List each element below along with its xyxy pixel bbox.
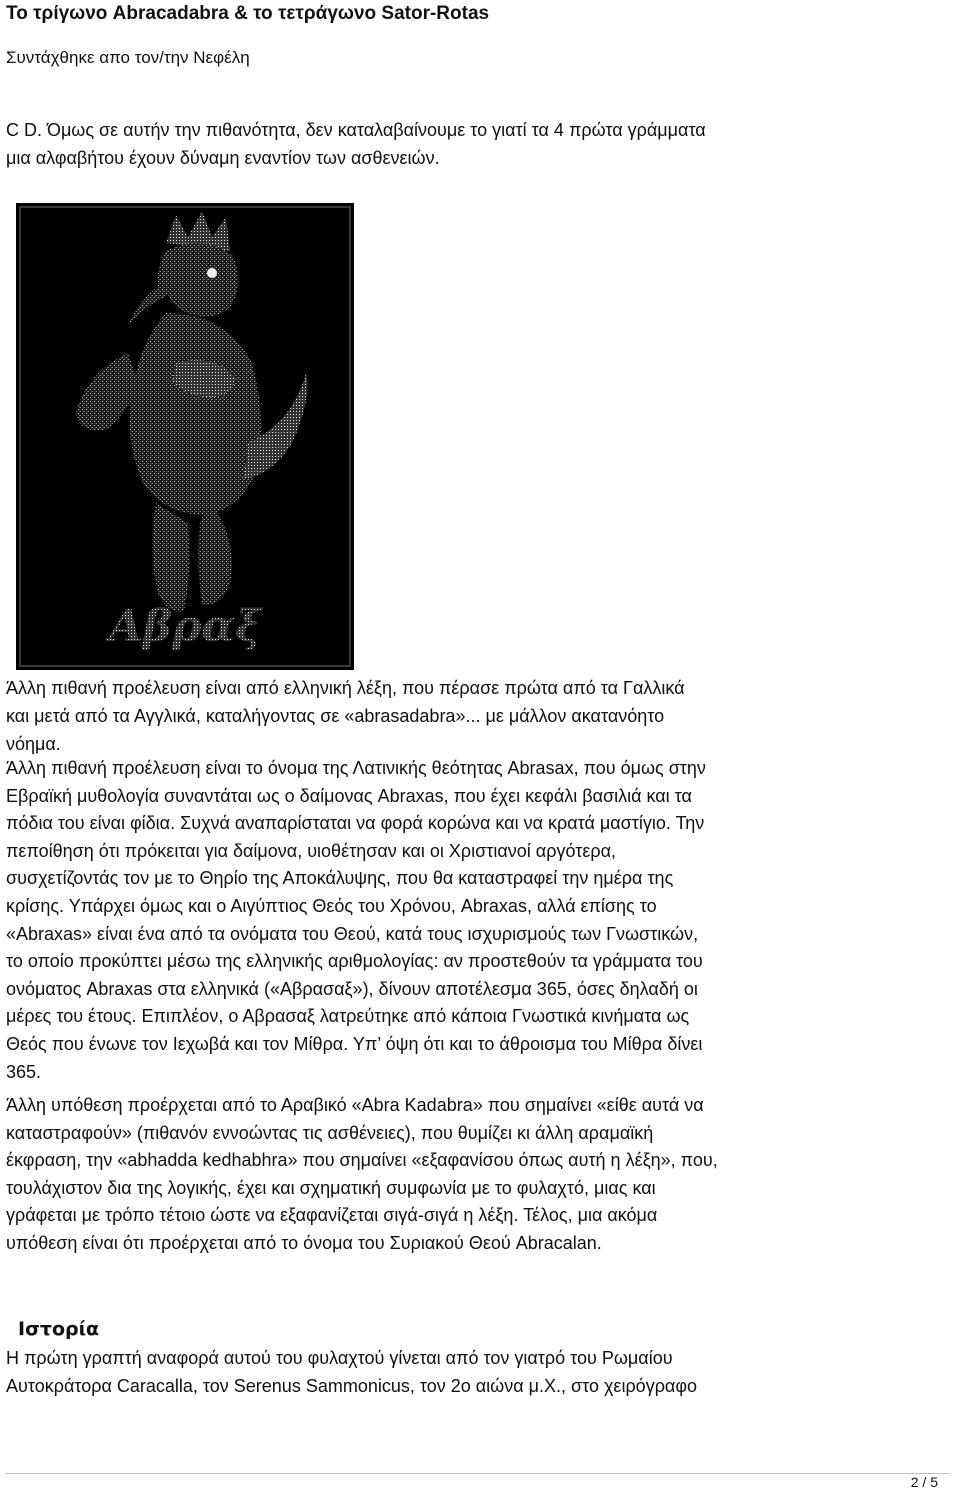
section-heading-history: Ιστορία xyxy=(18,1318,100,1340)
abraxas-caption: Αβραξ xyxy=(108,601,262,652)
paragraph-latin-deity: Άλλη πιθανή προέλευση είναι το όνομα της Λατινικής θεότητας Abrasax, που όμως στην Εβραϊκή μυθολογία συναντάται ως ο δαίμονας Abraxas, που έχει κεφάλι βασιλιά και τα πόδια του είναι φίδια. Συχνά αναπαρίσταται να φορά κορώνα και να κρατά μαστίγιο. Την πεποίθηση ότι πρόκειται για δαίμονα, υιοθέτησαν και οι Χριστιανοί αργότερα, συσχετίζοντάς τον με το Θηρίο της Αποκάλυψης, που θα καταστραφεί την ημέρα της κρίσης. Υπάρχει όμως και ο Αιγύπτιος Θεός του Χρόνου, Abraxas, αλλά επίσης το «Abraxas» είναι ένα από τα ονόματα του Θεού, κατά τους ισχυρισμούς των Γνωστικών, το οποίο προκύπτει μέσω της ελληνικής αριθμολογίας: αν προστεθούν τα γράμματα του ονόματος Abraxas στα ελληνικά («Αβρασαξ»), δίνουν αποτέλεσμα 365, όσες δηλαδή οι μέρες του έτους. Επιπλέον, ο Αβρασαξ λατρεύτηκε από κάποια Γνωστικά κινήματα ως Θεός που ένωνε τον Ιεχωβά και τον Μίθρα. Υπ’ όψη ότι και το άθροισμα του Μίθρα δίνει 365. xyxy=(6,758,706,1082)
author-line: Συντάχθηκε απο τον/την Νεφέλη xyxy=(6,48,250,67)
abraxas-image xyxy=(16,203,354,670)
paragraph-history: Η πρώτη γραπτή αναφορά αυτού του φυλαχτού γίνεται από τον γιατρό του Ρωμαίου Αυτοκράτορα Caracalla, τον Serenus Sammonicus, τον 2ο αιώνα μ.Χ., στο χειρόγραφο xyxy=(6,1348,698,1396)
footer-divider xyxy=(6,1473,950,1474)
paragraph-arabic-origin: Άλλη υπόθεση προέρχεται από το Αραβικό «Abra Kadabra» που σημαίνει «είθε αυτά να καταστραφούν» (πιθανόν εννοώντας τις ασθένειες), που θυμίζει κι άλλη αραμαϊκή έκφραση, την «abhadda kedhabhra» που σημαίνει «εξαφανίσου όπως αυτή η λέξη», που, τουλάχιστον δια της λογικής, έχει και σχηματική συμφωνία με το φυλαχτό, μιας και γράφεται με τρόπο τέτοιο ώστε να εξαφανίζεται σιγά-σιγά η λέξη. Τέλος, μια ακόμα υπόθεση είναι ότι προέρχεται από το όνομα του Συριακού Θεού Abracalan. xyxy=(6,1095,718,1253)
paragraph-greek-origin: Άλλη πιθανή προέλευση είναι από ελληνική λέξη, που πέρασε πρώτα από τα Γαλλικά και μετά από τα Αγγλικά, καταλήγοντας σε «abrasadabra»... με μάλλον ακατανόητο νόημα. xyxy=(6,678,685,754)
page-number: 2 / 5 xyxy=(910,1474,938,1490)
document-title: Το τρίγωνο Abracadabra & το τετράγωνο Sator-Rotas xyxy=(6,3,490,24)
paragraph-alphabet: C D. Όμως σε αυτήν την πιθανότητα, δεν καταλαβαίνουμε το γιατί τα 4 πρώτα γράμματα μια αλφαβήτου έχουν δύναμη εναντίον των ασθενειών. xyxy=(6,120,706,168)
abraxas-illustration xyxy=(16,203,354,670)
